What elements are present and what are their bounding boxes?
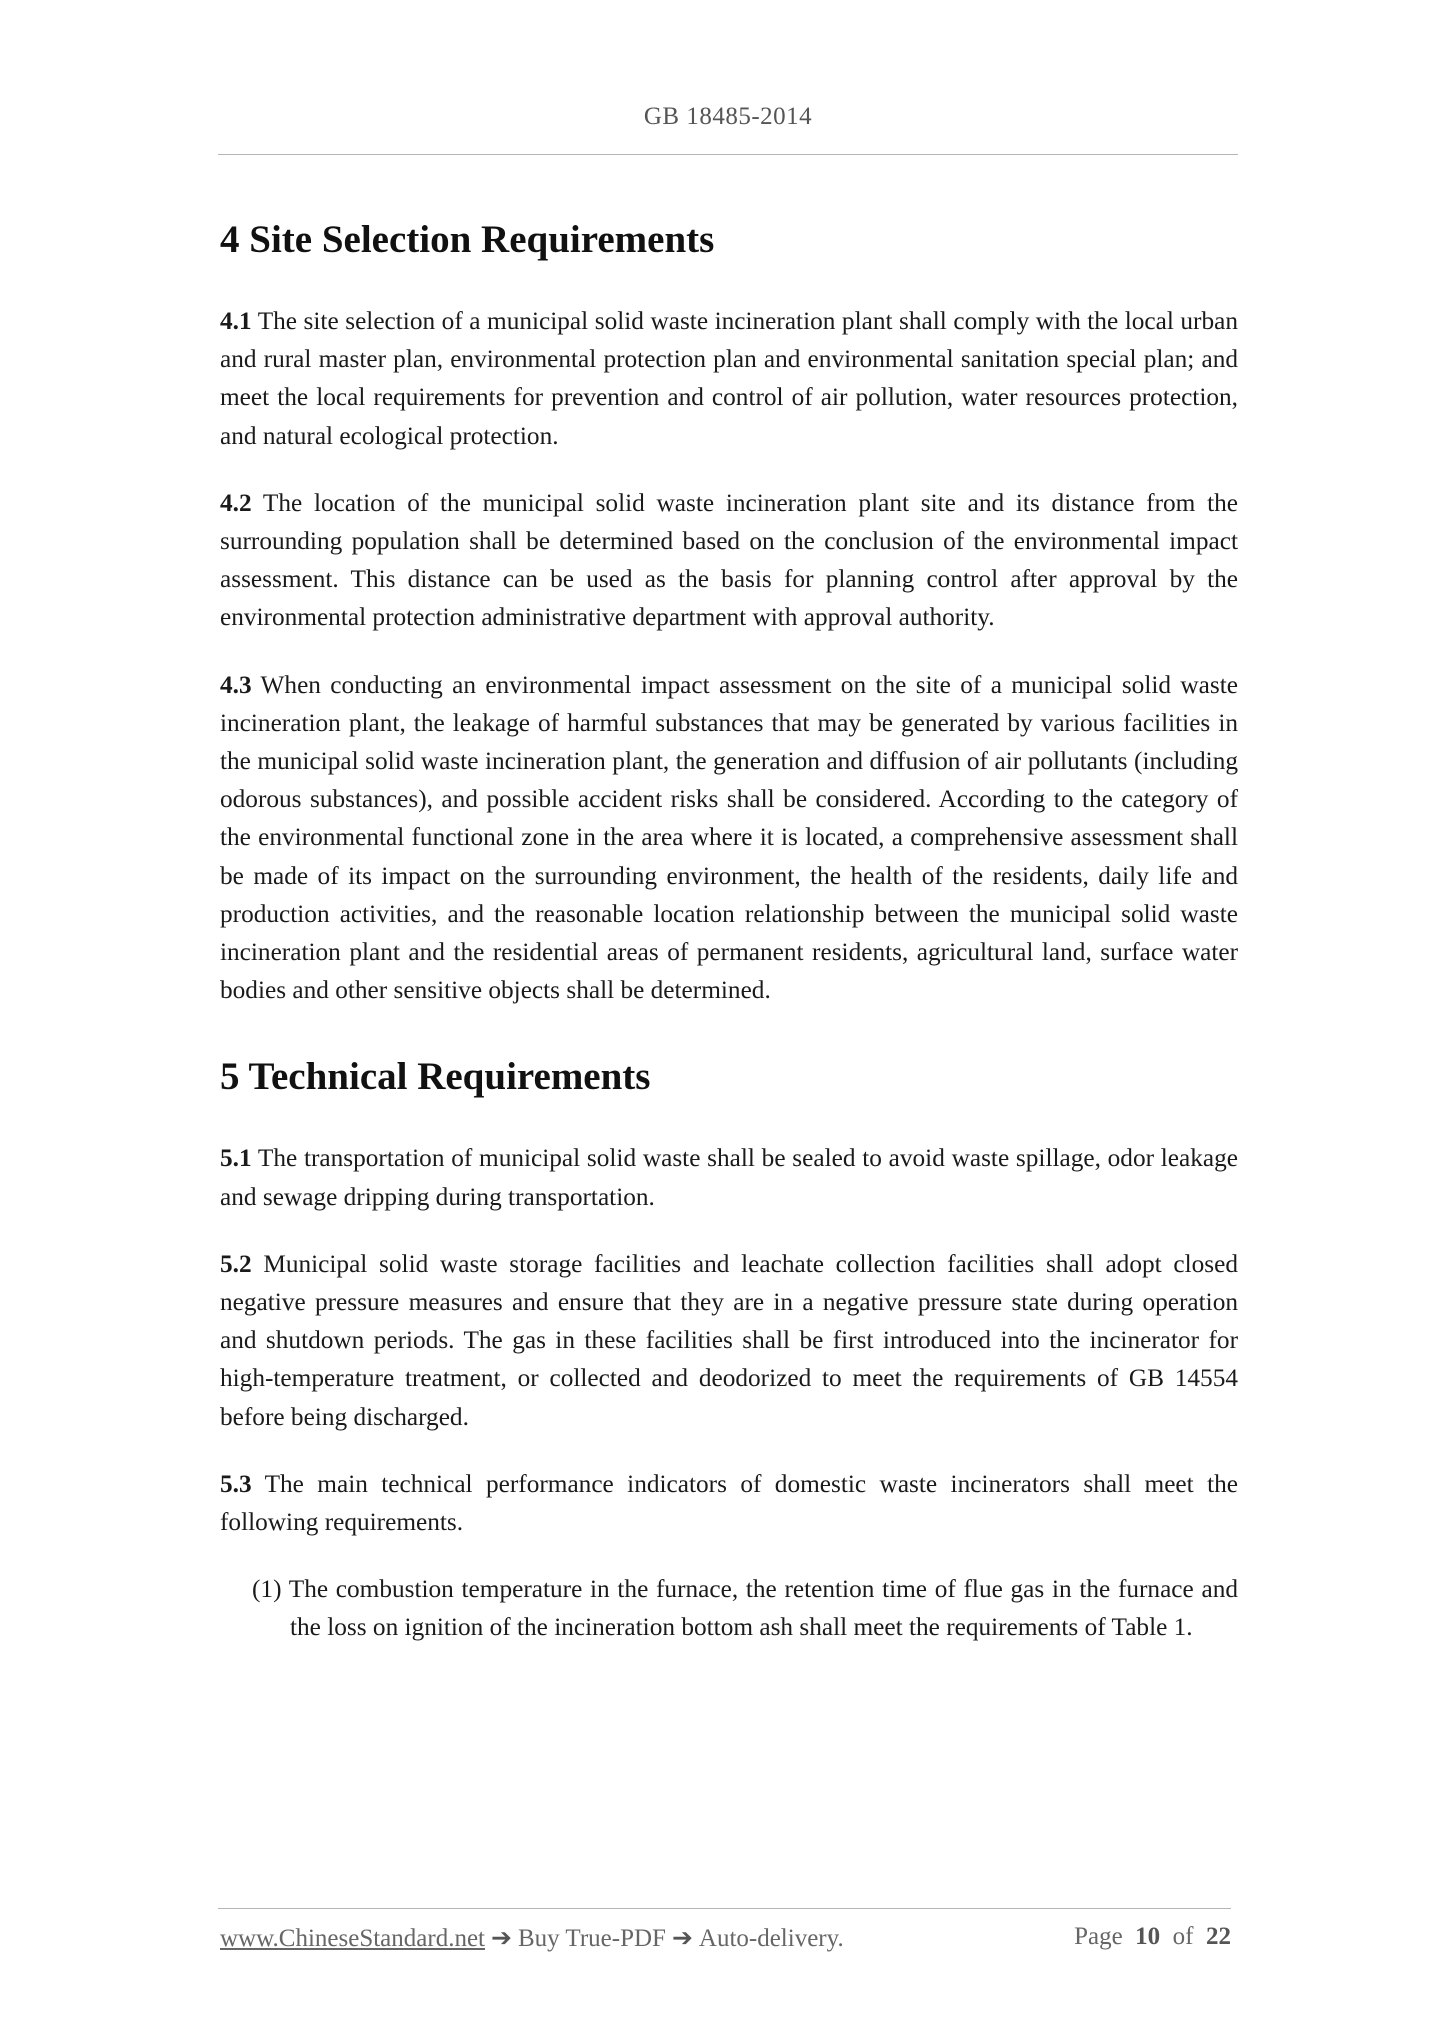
clause-4-1 — [220, 302, 1238, 455]
clause-5-1 — [220, 1139, 1238, 1215]
page-footer — [220, 1923, 1231, 1963]
clause-5-3 — [220, 1465, 1238, 1541]
footer-divider — [218, 1908, 1231, 1909]
footer-promo — [220, 1923, 844, 1953]
clause-4-3 — [220, 666, 1238, 1010]
clause-text: The site selection of a municipal solid waste incineration plant shall comply with the local urban and rural master plan, environmental protection plan and environmental sanitation special plan; and meet the local requirements for prevention and control of air pollution, water resources protection, and natural ecological protection. — [220, 307, 1238, 450]
clause-text: Municipal solid waste storage facilities and leachate collection facilities shall adopt closed negative pressure measures and ensure that they are in a negative pressure state during operation and shutdown periods. The gas in these facilities shall be first introduced into the incinerator for high-temperature treatment, or collected and deodorized to meet the requirements of GB 14554 before being discharged. — [220, 1249, 1238, 1431]
clause-4-2 — [220, 484, 1238, 637]
clause-text: When conducting an environmental impact assessment on the site of a municipal solid waste incineration plant, the leakage of harmful substances that may be generated by various facilities in the municipal solid waste incineration plant, the generation and diffusion of air pollutants (including odorous substances), and possible accident risks shall be considered. According to the category of the environmental functional zone in the area where it is located, a comprehensive assessment shall be made of its impact on the surrounding environment, the health of the residents, daily life and production activities, and the reasonable location relationship between the municipal solid waste incineration plant and the residential areas of permanent residents, agricultural land, surface water bodies and other sensitive objects shall be determined. — [220, 670, 1238, 1005]
arrow-right-icon: ➔ — [671, 1925, 693, 1952]
clause-number: 4.1 — [220, 307, 252, 335]
page-number: 10 — [1135, 1923, 1161, 1950]
clause-number: 4.3 — [220, 670, 252, 699]
page-indicator — [1074, 1923, 1231, 1951]
clause-5-2 — [220, 1245, 1238, 1436]
buy-pdf-text: Buy True-PDF — [517, 1925, 666, 1952]
clause-number: 5.2 — [220, 1249, 252, 1278]
section-heading-4: 4 Site Selection Requirements — [220, 218, 715, 261]
header-divider — [218, 154, 1238, 155]
site-link[interactable]: www.ChineseStandard.net — [220, 1925, 485, 1952]
clause-number: 4.2 — [220, 488, 252, 517]
page-label: Page — [1074, 1923, 1123, 1950]
page-content — [220, 212, 1238, 1647]
clause-text: The main technical performance indicators of domestic waste incinerators shall meet the following requirements. — [220, 1469, 1238, 1537]
clause-number: 5.3 — [220, 1469, 252, 1498]
clause-text: The transportation of municipal solid waste shall be sealed to avoid waste spillage, odor leakage and sewage dripping during transportation. — [220, 1144, 1238, 1211]
list-item-1: (1) The combustion temperature in the furnace, the retention time of flue gas in the furnace and the loss on ignition of the incineration bottom ash shall meet the requirements of Table 1. — [252, 1575, 1238, 1642]
of-label: of — [1172, 1923, 1194, 1950]
page-header: GB 18485-2014 — [643, 103, 813, 130]
section-heading-5: 5 Technical Requirements — [220, 1055, 651, 1099]
page-total: 22 — [1206, 1923, 1231, 1950]
clause-text: The location of the municipal solid waste incineration plant site and its distance from the surrounding population shall be determined based on the conclusion of the environmental impact assessment. This distance can be used as the basis for planning control after approval by the environmental protection administrative department with approval authority. — [220, 488, 1238, 632]
auto-delivery-text: Auto-delivery. — [698, 1925, 844, 1952]
clause-number: 5.1 — [220, 1144, 252, 1173]
arrow-right-icon: ➔ — [491, 1925, 512, 1952]
